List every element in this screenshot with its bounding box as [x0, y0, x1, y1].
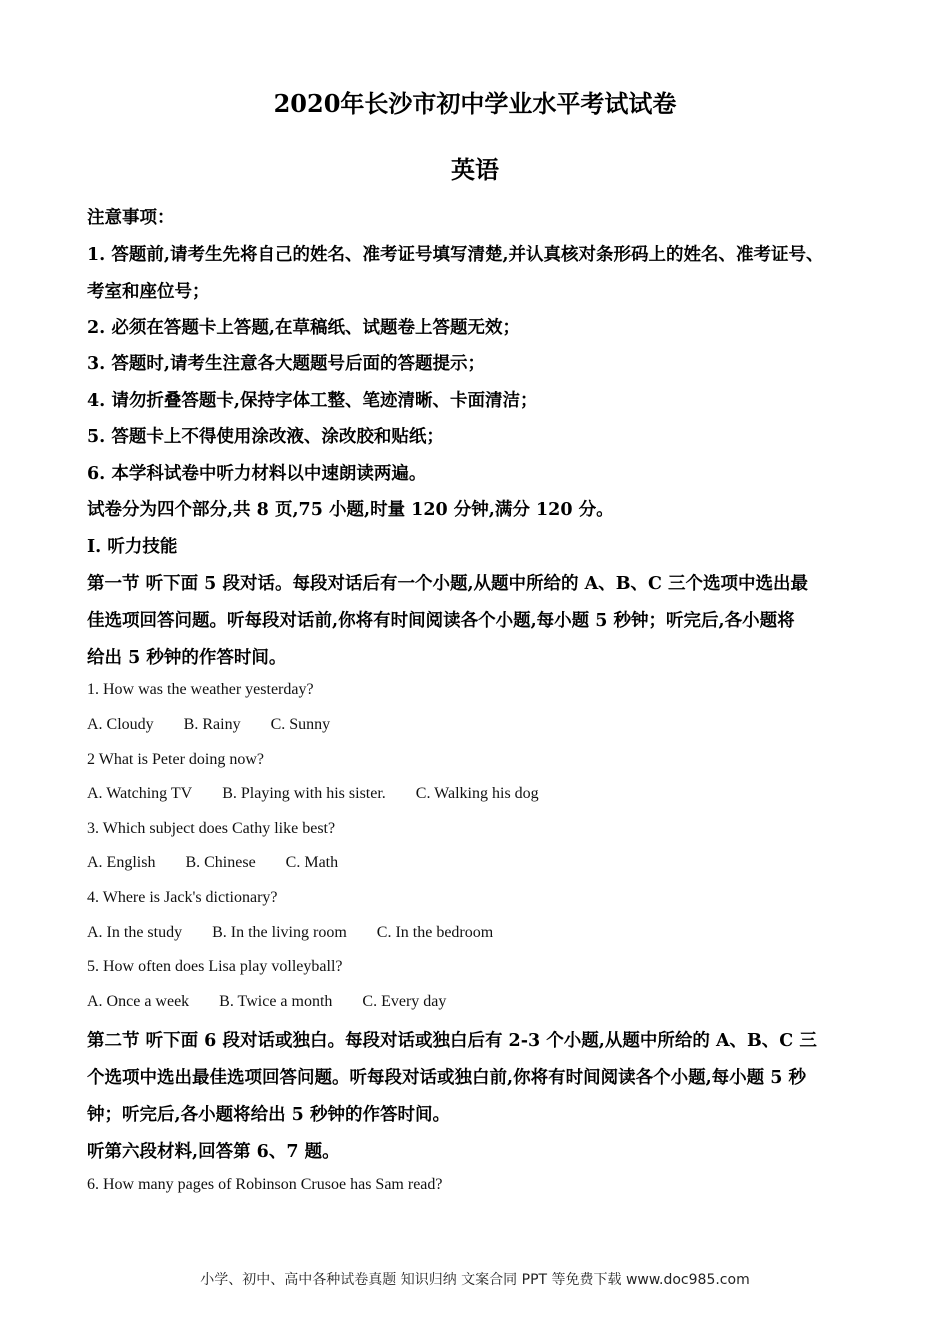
section1-instruction: 第一节 听下面 5 段对话。每段对话后有一个小题,从题中所给的 A、B、C 三个选项中选出最	[87, 574, 809, 594]
question-options	[87, 716, 330, 734]
notice-item: 3. 答题时,请考生注意各大题题号后面的答题提示；	[87, 354, 485, 374]
option: A. Cloudy	[87, 716, 154, 733]
notice-item: 6. 本学科试卷中听力材料以中速朗读两遍。	[87, 464, 427, 484]
section1-instruction: 给出 5 秒钟的作答时间。	[87, 648, 287, 668]
option: B. In the living room	[212, 924, 347, 941]
option: A. In the study	[87, 924, 183, 941]
option: C. Math	[285, 854, 339, 871]
section2-instruction: 个选项中选出最佳选项回答问题。听每段对话或独白前,你将有时间阅读各个小题,每小题 5 秒	[87, 1068, 807, 1088]
notice-item: 1. 答题前,请考生先将自己的姓名、准考证号填写清楚,并认真核对条形码上的姓名、准考证号、	[87, 245, 824, 265]
option: B. Twice a month	[219, 993, 333, 1010]
option: B. Chinese	[185, 854, 256, 871]
option: B. Playing with his sister.	[222, 785, 386, 802]
option: C. Walking his dog	[415, 785, 539, 802]
exam-summary: 试卷分为四个部分,共 8 页,75 小题,时量 120 分钟,满分 120 分。	[87, 500, 614, 520]
question-stem: 4. Where is Jack's dictionary?	[87, 889, 278, 906]
notice-item: 2. 必须在答题卡上答题,在草稿纸、试题卷上答题无效；	[87, 318, 520, 338]
option: C. In the bedroom	[376, 924, 494, 941]
section2-instruction: 第二节 听下面 6 段对话或独白。每段对话或独白后有 2-3 个小题,从题中所给的 A、B、C 三	[87, 1031, 817, 1051]
exam-title: 2020年长沙市初中学业水平考试试卷	[273, 89, 677, 118]
notice-heading: 注意事项：	[87, 208, 175, 228]
option: A. Once a week	[87, 993, 190, 1010]
option: B. Rainy	[183, 716, 241, 733]
page-footer: 小学、初中、高中各种试卷真题 知识归纳 文案合同 PPT 等免费下载 www.doc985.com	[200, 1272, 750, 1288]
question-options	[87, 785, 539, 803]
section2-instruction: 钟；听完后,各小题将给出 5 秒钟的作答时间。	[87, 1105, 450, 1125]
material-instruction: 听第六段材料,回答第 6、7 题。	[87, 1142, 340, 1162]
option: C. Every day	[362, 993, 447, 1010]
notice-item: 考室和座位号；	[87, 282, 210, 302]
question-stem: 3. Which subject does Cathy like best?	[87, 820, 336, 837]
question-options	[87, 993, 446, 1011]
question-stem: 2 What is Peter doing now?	[87, 751, 265, 768]
question-stem: 5. How often does Lisa play volleyball?	[87, 958, 343, 975]
option: A. Watching TV	[87, 785, 193, 802]
notice-item: 5. 答题卡上不得使用涂改液、涂改胶和贴纸；	[87, 427, 444, 447]
notice-item: 4. 请勿折叠答题卡,保持字体工整、笔迹清晰、卡面清洁；	[87, 391, 538, 411]
question-options	[87, 924, 493, 942]
question-stem: 6. How many pages of Robinson Crusoe has Sam read?	[87, 1176, 443, 1193]
question-stem: 1. How was the weather yesterday?	[87, 681, 314, 698]
subject-title: 英语	[451, 155, 499, 184]
option: A. English	[87, 854, 156, 871]
question-options	[87, 854, 338, 872]
option: C. Sunny	[270, 716, 331, 733]
section1-instruction: 佳选项回答问题。听每段对话前,你将有时间阅读各个小题,每小题 5 秒钟；听完后,各小题将	[87, 611, 795, 631]
part-heading: I. 听力技能	[87, 537, 178, 557]
